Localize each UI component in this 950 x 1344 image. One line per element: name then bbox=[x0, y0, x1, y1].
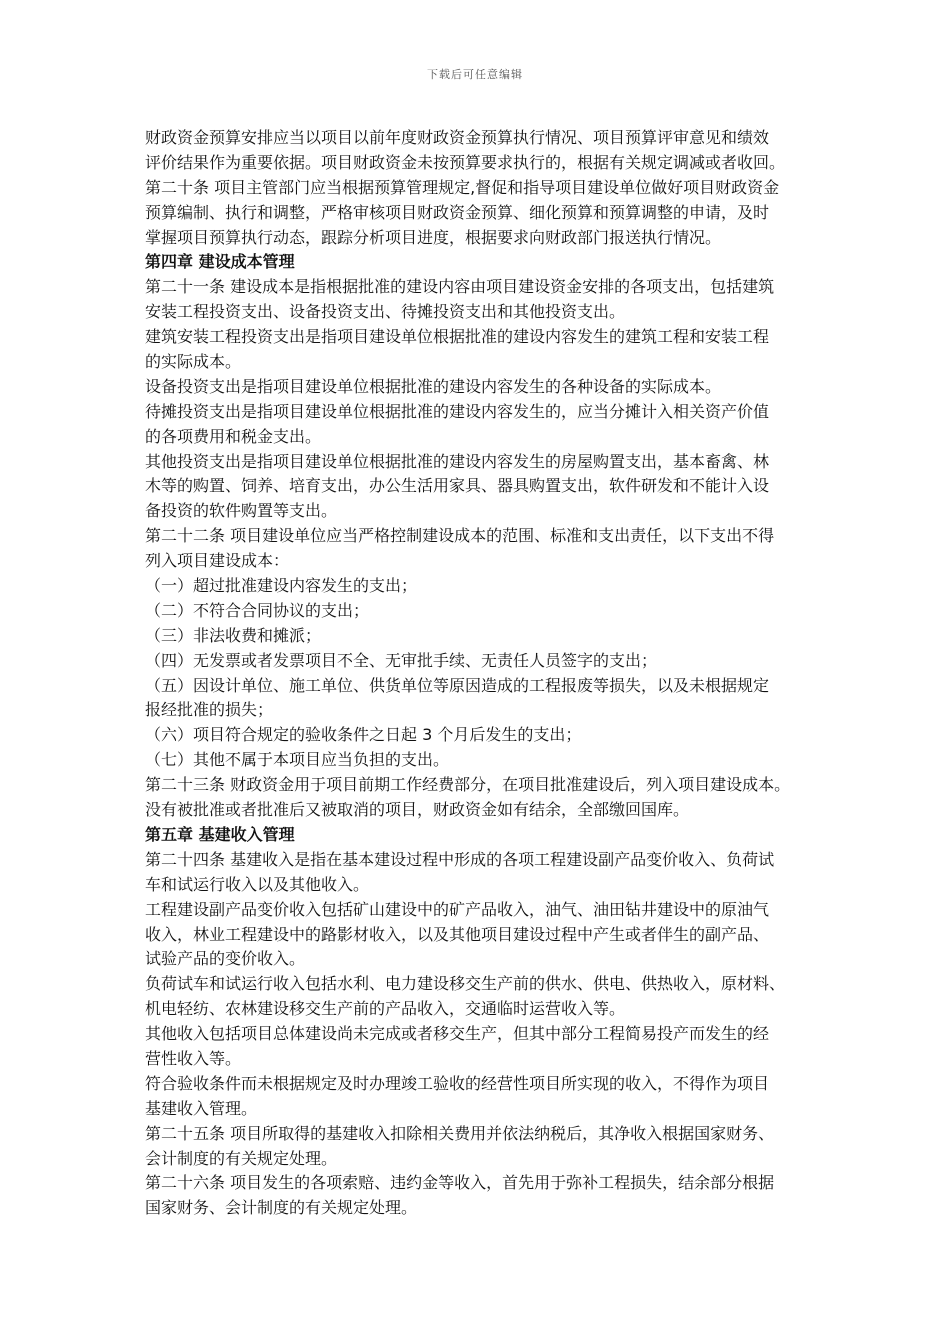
text-line: 其他收入包括项目总体建设尚未完成或者移交生产，但其中部分工程简易投产而发生的经 bbox=[145, 1024, 770, 1044]
text-line: 第二十三条 财政资金用于项目前期工作经费部分，在项目批准建设后，列入项目建设成本。 bbox=[145, 775, 791, 795]
text-line: 负荷试车和试运行收入包括水利、电力建设移交生产前的供水、供电、供热收入，原材料、 bbox=[145, 974, 786, 994]
text-line: 报经批准的损失； bbox=[145, 700, 274, 720]
text-line: 没有被批准或者批准后又被取消的项目，财政资金如有结余，全部缴回国库。 bbox=[145, 800, 690, 820]
text-line: （六）项目符合规定的验收条件之日起 3 个月后发生的支出； bbox=[145, 725, 582, 745]
text-line: 木等的购置、饲养、培育支出，办公生活用家具、器具购置支出，软件研发和不能计入设 bbox=[145, 476, 770, 496]
text-line: 第二十六条 项目发生的各项索赔、违约金等收入，首先用于弥补工程损失，结余部分根据 bbox=[145, 1173, 775, 1193]
text-line: （五）因设计单位、施工单位、供货单位等原因造成的工程报废等损失，以及未根据规定 bbox=[145, 675, 770, 695]
chapter-heading: 第五章 基建收入管理 bbox=[145, 824, 295, 844]
text-line: 的实际成本。 bbox=[145, 352, 242, 372]
text-line: 掌握项目预算执行动态，跟踪分析项目进度，根据要求向财政部门报送执行情况。 bbox=[145, 227, 722, 247]
text-line: 车和试运行收入以及其他收入。 bbox=[145, 874, 370, 894]
text-line: 设备投资支出是指项目建设单位根据批准的建设内容发生的各种设备的实际成本。 bbox=[145, 376, 722, 396]
text-line: （二）不符合合同协议的支出； bbox=[145, 600, 370, 620]
text-line: 第二十五条 项目所取得的基建收入扣除相关费用并依法纳税后，其净收入根据国家财务、 bbox=[145, 1123, 775, 1143]
text-line: 基建收入管理。 bbox=[145, 1098, 258, 1118]
text-line: 建筑安装工程投资支出是指项目建设单位根据批准的建设内容发生的建筑工程和安装工程 bbox=[145, 327, 770, 347]
text-line: 第二十二条 项目建设单位应当严格控制建设成本的范围、标准和支出责任，以下支出不得 bbox=[145, 526, 775, 546]
text-line: 会计制度的有关规定处理。 bbox=[145, 1148, 338, 1168]
text-line: 机电轻纺、农林建设移交生产前的产品收入，交通临时运营收入等。 bbox=[145, 999, 626, 1019]
text-line: 营性收入等。 bbox=[145, 1048, 242, 1068]
text-line: 其他投资支出是指项目建设单位根据批准的建设内容发生的房屋购置支出，基本畜禽、林 bbox=[145, 451, 770, 471]
text-line: 列入项目建设成本： bbox=[145, 551, 290, 571]
text-line: （七）其他不属于本项目应当负担的支出。 bbox=[145, 750, 450, 770]
text-line: 预算编制、执行和调整，严格审核项目财政资金预算、细化预算和预算调整的申请，及时 bbox=[145, 202, 770, 222]
text-line: 第二十四条 基建收入是指在基本建设过程中形成的各项工程建设副产品变价收入、负荷试 bbox=[145, 849, 775, 869]
text-line: 的各项费用和税金支出。 bbox=[145, 426, 322, 446]
text-line: 第二十条 项目主管部门应当根据预算管理规定,督促和指导项目建设单位做好项目财政资金 bbox=[145, 177, 780, 197]
text-line: 符合验收条件而未根据规定及时办理竣工验收的经营性项目所实现的收入，不得作为项目 bbox=[145, 1073, 770, 1093]
text-line: （四）无发票或者发票项目不全、无审批手续、无责任人员签字的支出； bbox=[145, 650, 658, 670]
text-line: 评价结果作为重要依据。项目财政资金未按预算要求执行的，根据有关规定调减或者收回。 bbox=[145, 152, 786, 172]
text-line: 待摊投资支出是指项目建设单位根据批准的建设内容发生的，应当分摊计入相关资产价值 bbox=[145, 401, 770, 421]
text-line: 财政资金预算安排应当以项目以前年度财政资金预算执行情况、项目预算评审意见和绩效 bbox=[145, 128, 770, 147]
text-line: 备投资的软件购置等支出。 bbox=[145, 501, 338, 521]
text-line: 工程建设副产品变价收入包括矿山建设中的矿产品收入，油气、油田钻井建设中的原油气 bbox=[145, 899, 770, 919]
document-body bbox=[145, 126, 813, 1221]
page-header-note: 下载后可任意编辑 bbox=[427, 68, 523, 81]
text-line: 国家财务、会计制度的有关规定处理。 bbox=[145, 1198, 418, 1218]
text-line: 第二十一条 建设成本是指根据批准的建设内容由项目建设资金安排的各项支出，包括建筑 bbox=[145, 277, 775, 297]
text-line: （一）超过批准建设内容发生的支出； bbox=[145, 576, 418, 596]
text-line: 试验产品的变价收入。 bbox=[145, 949, 306, 969]
chapter-heading: 第四章 建设成本管理 bbox=[145, 252, 295, 272]
text-line: （三）非法收费和摊派； bbox=[145, 625, 322, 645]
text-line: 收入，林业工程建设中的路影材收入，以及其他项目建设过程中产生或者伴生的副产品、 bbox=[145, 924, 770, 944]
text-line: 安装工程投资支出、设备投资支出、待摊投资支出和其他投资支出。 bbox=[145, 302, 626, 322]
